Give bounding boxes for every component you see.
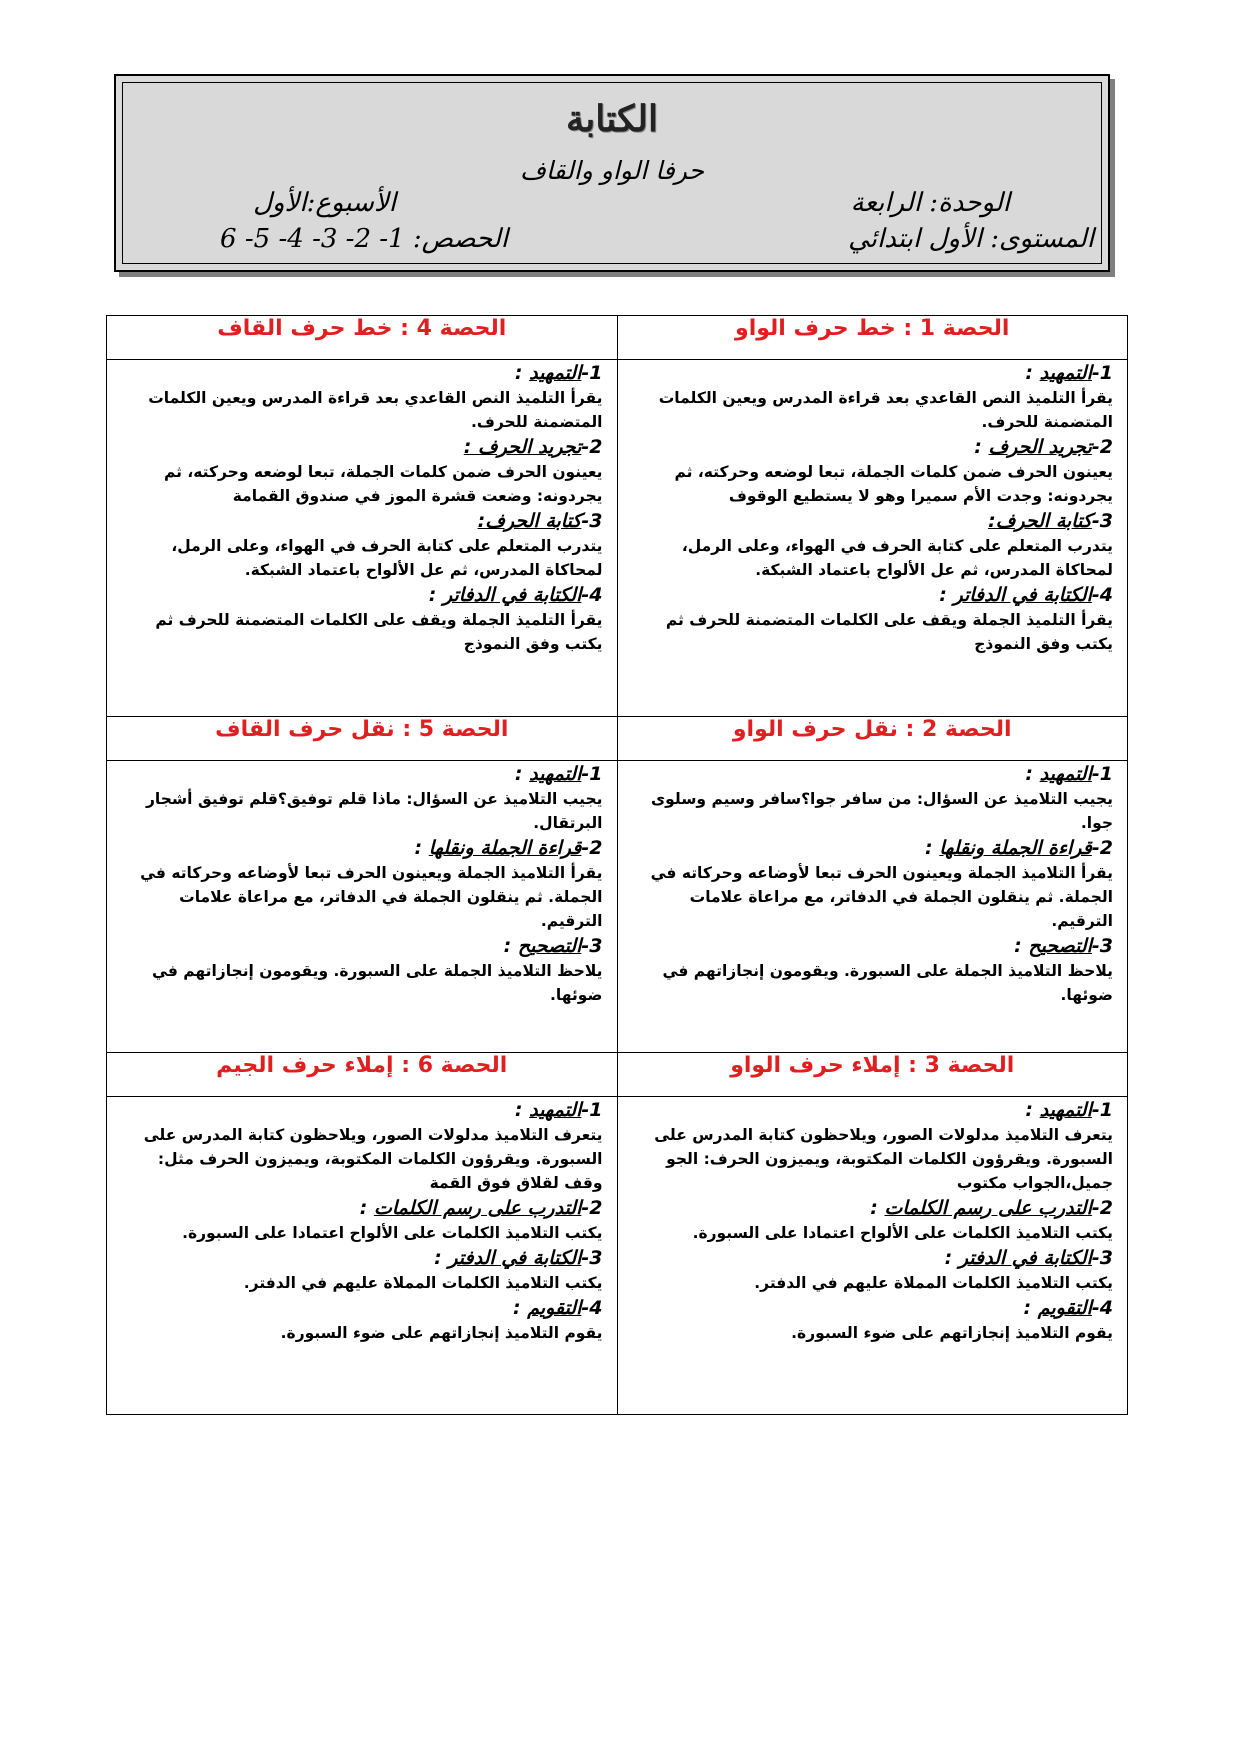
step-colon: :: [870, 1196, 885, 1219]
step-text: يقوم التلاميذ إنجازاتهم على ضوء السبورة.: [791, 1323, 1113, 1342]
step-heading: [632, 835, 1114, 861]
session-3-body: [617, 1096, 1128, 1414]
week-label: الأسبوع:الأول: [253, 188, 396, 218]
step-heading: [632, 582, 1114, 608]
step-colon: :: [514, 1098, 530, 1121]
step-number: 1-: [581, 361, 603, 384]
step-number: 4-: [1091, 1296, 1113, 1319]
step-text: يكتب التلاميذ الكلمات على الألواح اعتمادا على السبورة.: [692, 1223, 1113, 1242]
step-heading: [121, 508, 603, 534]
step-heading: [632, 1195, 1114, 1221]
step-text: يقوم التلاميذ إنجازاتهم على ضوء السبورة.: [280, 1323, 603, 1342]
step-title: التدرب على رسم الكلمات: [373, 1196, 582, 1219]
step-title: التمهيد: [529, 361, 582, 384]
session-1-title: الحصة 1 : خط حرف الواو: [617, 316, 1128, 360]
step-text: يجيب التلاميذ عن السؤال: من سافر جوا؟سافر وسيم وسلوى جوا.: [650, 790, 1113, 833]
unit-label: الوحدة: الرابعة: [850, 188, 1010, 218]
step-colon: :: [1025, 1098, 1040, 1121]
header-box: [114, 74, 1110, 272]
step-heading: [121, 360, 603, 386]
step-colon: :: [939, 583, 954, 606]
step-title: كتابة الحرف:: [988, 509, 1092, 532]
step-colon: :: [924, 837, 940, 860]
session-6-title: الحصة 6 : إملاء حرف الجيم: [107, 1053, 618, 1097]
step-number: 3-: [1091, 935, 1113, 958]
step-colon: :: [1025, 763, 1040, 786]
step-number: 2-: [581, 435, 603, 458]
step-colon: :: [414, 837, 429, 860]
session-5-body: [107, 761, 618, 1053]
step-colon: :: [503, 935, 518, 958]
periods-label: الحصص: 1- 2- 3- 4- 5- 6: [220, 224, 508, 254]
step-title: قراءة الجملة ونقلها: [939, 837, 1092, 860]
page-title: الكتابة: [565, 98, 658, 140]
step-heading: [121, 835, 603, 861]
step-number: 3-: [1091, 1246, 1113, 1269]
step-number: 4-: [581, 1296, 603, 1319]
step-text: يلاحظ التلاميذ الجملة على السبورة. ويقومون إنجازاتهم في ضوئها.: [152, 962, 603, 1005]
step-title: تجريد الحرف: [988, 435, 1092, 458]
step-heading: [121, 1245, 603, 1271]
session-3-title: الحصة 3 : إملاء حرف الواو: [617, 1053, 1128, 1097]
step-text: يقرأ التلاميذ الجملة ويعينون الحرف تبعا لأوضاعه وحركاته في الجملة. ثم ينقلون الجملة في الدفاتر، مع مراعاة علامات الترقيم.: [650, 864, 1113, 931]
step-colon: :: [974, 435, 989, 458]
step-colon: :: [428, 583, 443, 606]
step-number: 2-: [581, 1196, 603, 1219]
step-text: يقرأ التلميذ النص القاعدي بعد قراءة المدرس ويعين الكلمات المتضمنة للحرف.: [658, 388, 1113, 431]
step-text: يتعرف التلاميذ مدلولات الصور، ويلاحظون كتابة المدرس على السبورة. ويقرؤون الكلمات المكتوبة، ويميزون الحرف: الجو جميل،الجواب مكتوب: [654, 1125, 1113, 1192]
step-heading: [632, 1097, 1114, 1123]
step-number: 1-: [1091, 1098, 1113, 1121]
step-text: يتدرب المتعلم على كتابة الحرف في الهواء، وعلى الرمل، لمحاكاة المدرس، ثم عل الألواح باعتماد الشبكة.: [681, 536, 1113, 579]
step-text: يقرأ التلميذ النص القاعدي بعد قراءة المدرس ويعين الكلمات المتضمنة للحرف.: [148, 388, 603, 431]
step-colon: :: [944, 1246, 959, 1269]
step-text: يقرأ التلاميذ الجملة ويعينون الحرف تبعا لأوضاعه وحركاته في الجملة. ثم ينقلون الجملة في الدفاتر، مع مراعاة علامات الترقيم.: [140, 864, 603, 931]
session-1-body: [617, 359, 1128, 717]
step-colon: :: [1014, 935, 1029, 958]
step-number: 3-: [1091, 509, 1113, 532]
step-title: الكتابة في الدفاتر: [953, 583, 1092, 606]
step-colon: :: [434, 1246, 449, 1269]
step-title: التقويم: [527, 1296, 582, 1319]
step-heading: [121, 1195, 603, 1221]
sessions-table: [106, 315, 1128, 1415]
step-title: التصحيح: [1028, 935, 1092, 958]
session-4-title: الحصة 4 : خط حرف القاف: [107, 316, 618, 360]
step-text: يكتب التلاميذ الكلمات على الألواح اعتمادا على السبورة.: [182, 1223, 603, 1242]
step-heading: [121, 582, 603, 608]
step-text: يقرأ التلميذ الجملة ويقف على الكلمات المتضمنة للحرف ثم يكتب وفق النموذج: [155, 610, 603, 653]
step-text: يكتب التلاميذ الكلمات المملاة عليهم في الدفتر.: [754, 1273, 1113, 1292]
step-heading: [121, 761, 603, 787]
step-title: قراءة الجملة ونقلها: [428, 837, 582, 860]
step-heading: [632, 933, 1114, 959]
session-2-title: الحصة 2 : نقل حرف الواو: [617, 717, 1128, 761]
step-text: يقرأ التلميذ الجملة ويقف على الكلمات المتضمنة للحرف ثم يكتب وفق النموذج: [665, 610, 1113, 653]
step-colon: :: [359, 1196, 374, 1219]
step-number: 2-: [1091, 435, 1113, 458]
page-subtitle: حرفا الواو والقاف: [519, 156, 705, 185]
step-title: التمهيد: [529, 763, 582, 786]
step-text: يجيب التلاميذ عن السؤال: ماذا قلم توفيق؟قلم توفيق أشجار البرتقال.: [145, 790, 603, 833]
step-heading: [121, 1295, 603, 1321]
step-colon: :: [1025, 361, 1040, 384]
step-colon: :: [1023, 1296, 1038, 1319]
step-number: 1-: [581, 763, 603, 786]
step-heading: [632, 508, 1114, 534]
step-colon: :: [514, 361, 530, 384]
step-title: التمهيد: [1039, 361, 1092, 384]
step-title: التدرب على رسم الكلمات: [884, 1196, 1092, 1219]
step-title: كتابة الحرف:: [477, 509, 582, 532]
step-number: 1-: [1091, 763, 1113, 786]
session-4-body: [107, 359, 618, 717]
step-title: التمهيد: [1039, 1098, 1092, 1121]
step-text: يلاحظ التلاميذ الجملة على السبورة. ويقومون إنجازاتهم في ضوئها.: [662, 962, 1113, 1005]
step-text: يتعرف التلاميذ مدلولات الصور، ويلاحظون كتابة المدرس على السبورة. ويقرؤون الكلمات المكتوبة، ويميزون الحرف مثل: وقف لقلاق فوق القمة: [143, 1125, 603, 1192]
step-text: يعينون الحرف ضمن كلمات الجملة، تبعا لوضعه وحركته، ثم يجردونه: وجدت الأم سميرا وهو لا يستطيع الوقوف: [674, 462, 1113, 505]
step-heading: [121, 434, 603, 460]
step-title: تجريد الحرف :: [463, 435, 582, 458]
step-number: 4-: [581, 583, 603, 606]
step-heading: [632, 360, 1114, 386]
step-title: الكتابة في الدفتر: [448, 1246, 582, 1269]
step-text: يكتب التلاميذ الكلمات المملاة عليهم في الدفتر.: [243, 1273, 603, 1292]
step-colon: :: [514, 763, 530, 786]
step-number: 2-: [1091, 837, 1113, 860]
step-heading: [632, 1245, 1114, 1271]
step-heading: [632, 434, 1114, 460]
step-heading: [121, 933, 603, 959]
session-6-body: [107, 1096, 618, 1414]
step-number: 1-: [1091, 361, 1113, 384]
step-number: 3-: [581, 935, 603, 958]
step-title: الكتابة في الدفتر: [958, 1246, 1092, 1269]
step-number: 1-: [581, 1098, 603, 1121]
step-number: 4-: [1091, 583, 1113, 606]
step-heading: [632, 1295, 1114, 1321]
session-2-body: [617, 761, 1128, 1053]
step-title: التمهيد: [1039, 763, 1092, 786]
step-number: 3-: [581, 1246, 603, 1269]
step-title: التقويم: [1037, 1296, 1092, 1319]
step-text: يتدرب المتعلم على كتابة الحرف في الهواء، وعلى الرمل، لمحاكاة المدرس، ثم عل الألواح باعتماد الشبكة.: [171, 536, 603, 579]
step-number: 3-: [581, 509, 603, 532]
session-5-title: الحصة 5 : نقل حرف القاف: [107, 717, 618, 761]
step-colon: :: [512, 1296, 528, 1319]
level-label: المستوى: الأول ابتدائي: [848, 224, 1094, 254]
step-heading: [632, 761, 1114, 787]
step-number: 2-: [581, 837, 603, 860]
step-heading: [121, 1097, 603, 1123]
step-title: الكتابة في الدفاتر: [442, 583, 582, 606]
step-title: التصحيح: [517, 935, 582, 958]
step-text: يعينون الحرف ضمن كلمات الجملة، تبعا لوضعه وحركته، ثم يجردونه: وضعت قشرة الموز في صندوق القمامة: [164, 462, 603, 505]
step-number: 2-: [1091, 1196, 1113, 1219]
step-title: التمهيد: [529, 1098, 582, 1121]
